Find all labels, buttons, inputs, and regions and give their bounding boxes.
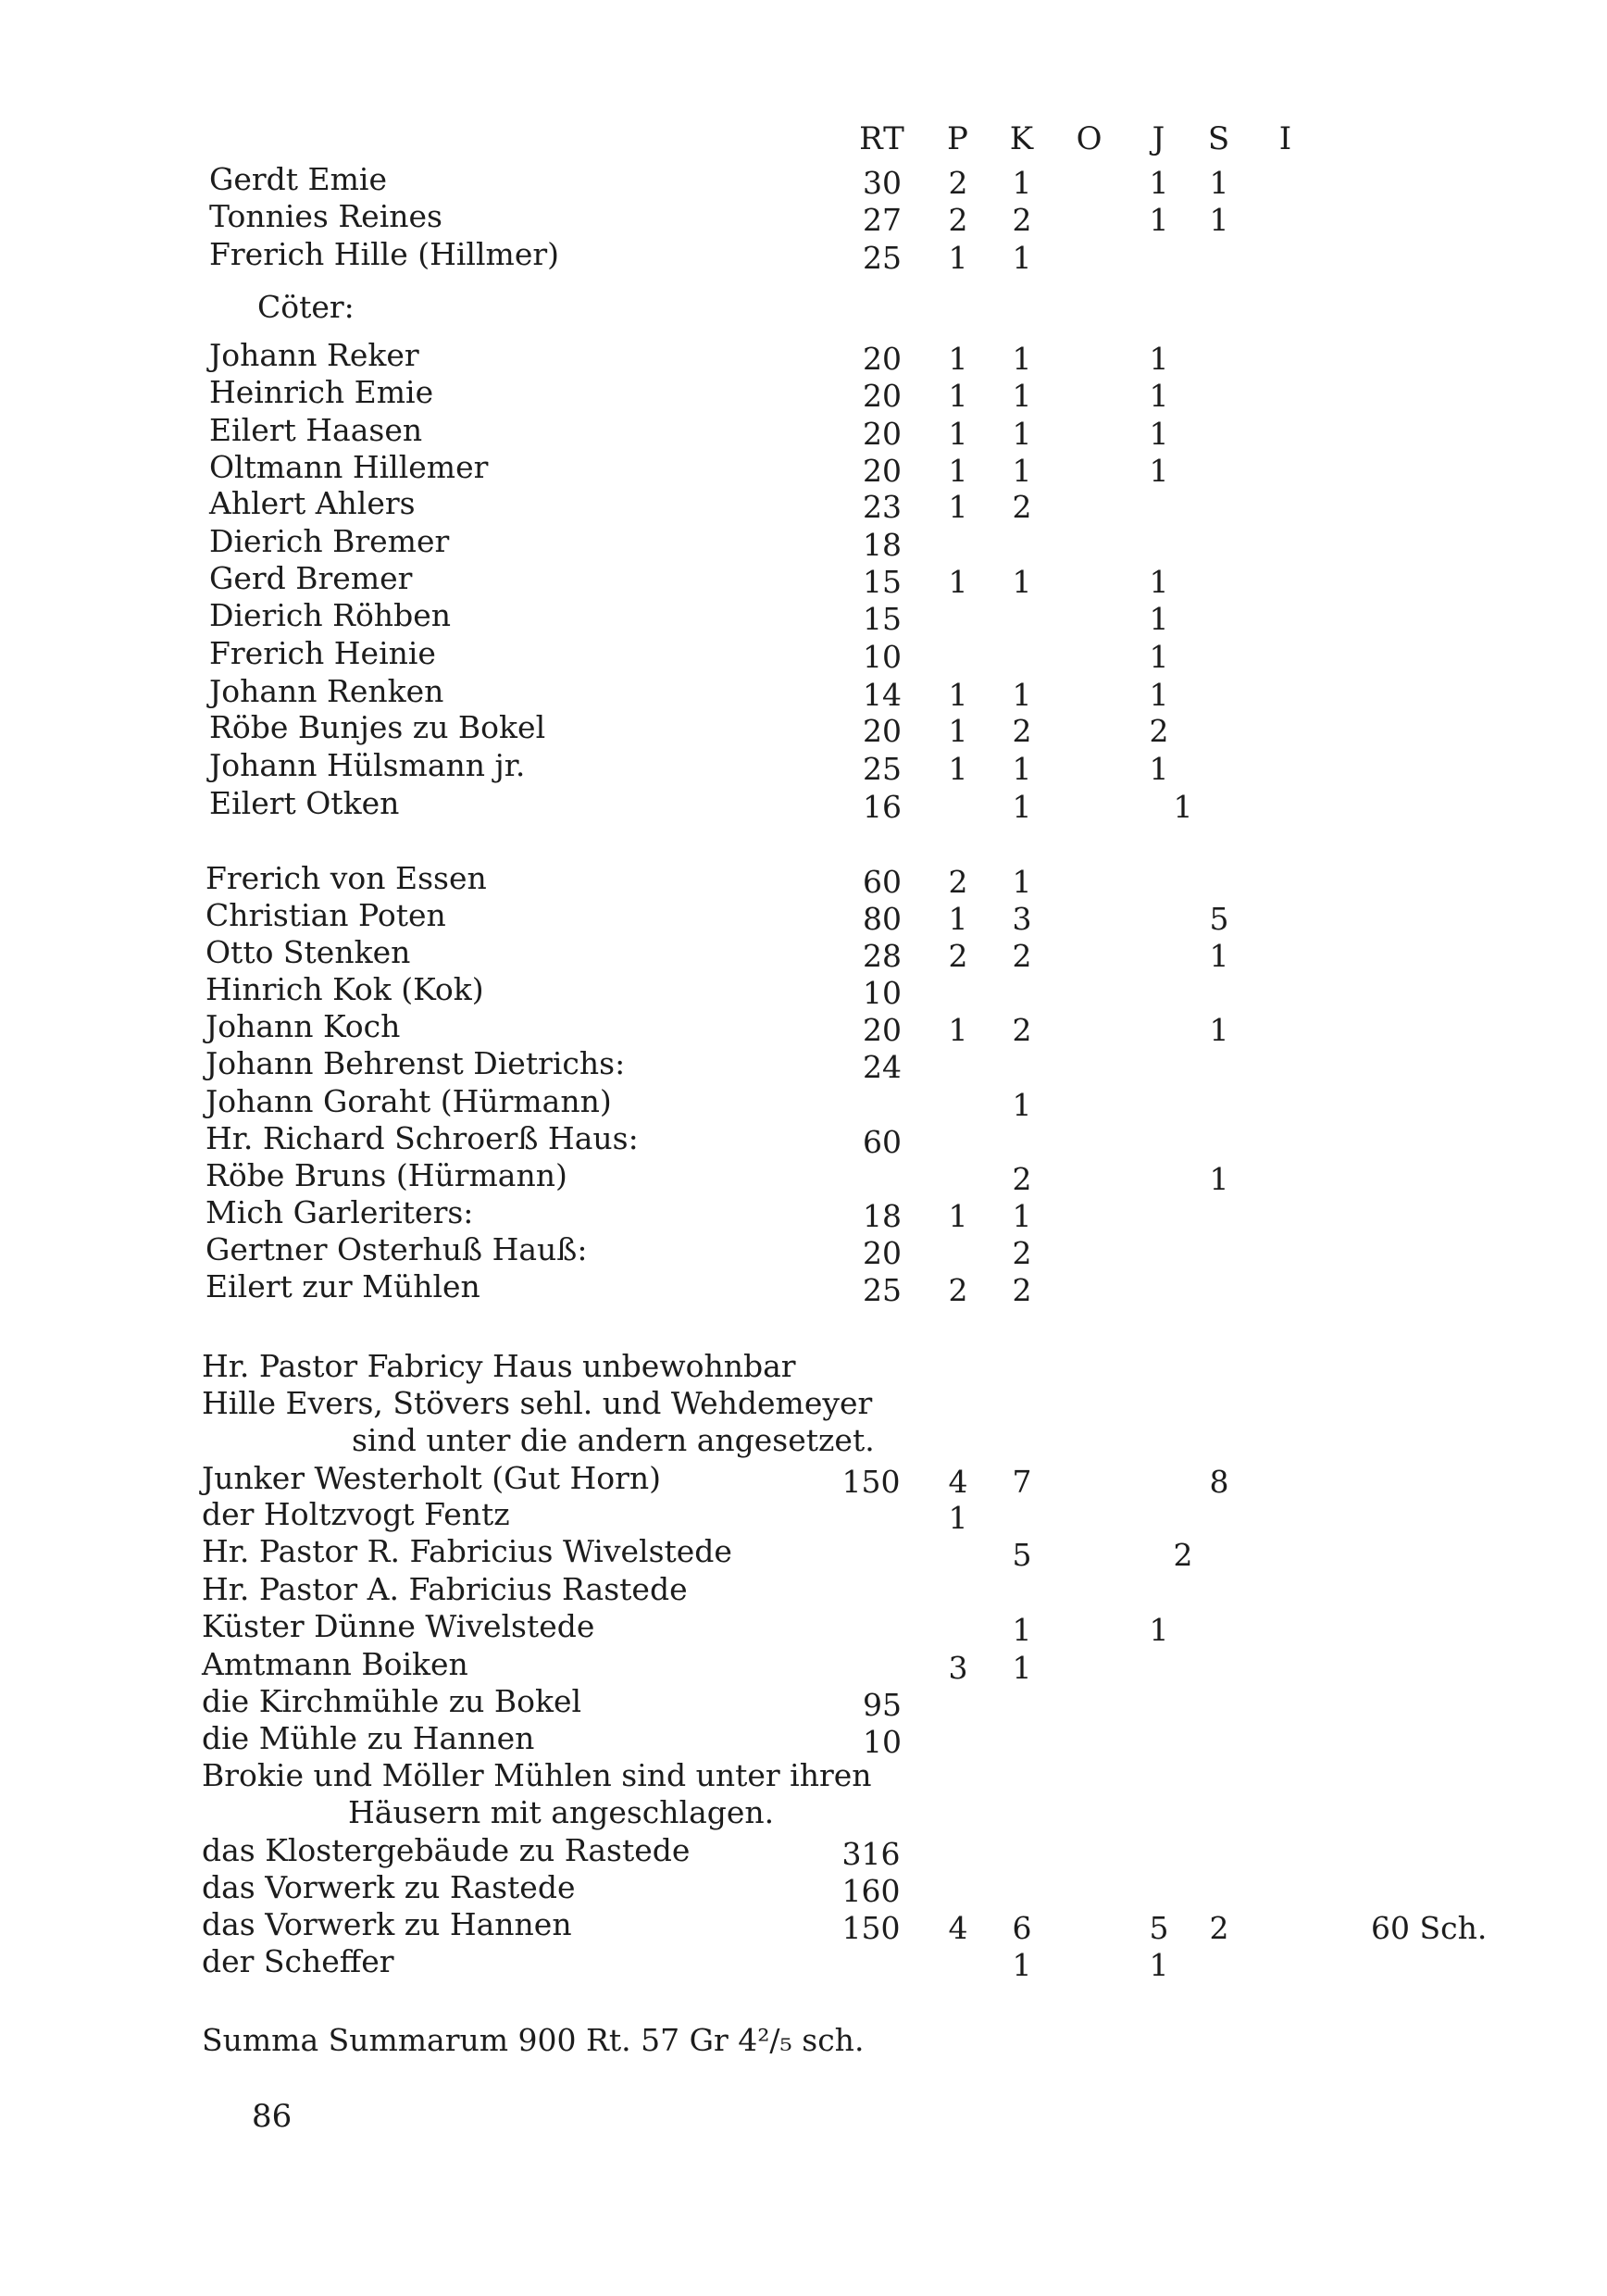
- cell-rt: 25: [863, 751, 902, 787]
- cell-k: 1: [1012, 1198, 1032, 1234]
- row-name: Christian Poten: [206, 897, 446, 933]
- cell-k: 1: [1012, 378, 1032, 414]
- cell-j: 1: [1149, 1612, 1169, 1648]
- cell-k: 1: [1012, 789, 1032, 825]
- cell-rt: 20: [863, 378, 902, 414]
- cell-rt: 10: [863, 639, 902, 675]
- cell-p: 1: [948, 677, 968, 713]
- cell-rt: 18: [863, 527, 902, 563]
- cell-rt: 60: [863, 864, 902, 900]
- row-name: Frerich Hille (Hillmer): [209, 236, 560, 272]
- header-i: I: [1278, 120, 1293, 157]
- row-name: Häusern mit angeschlagen.: [348, 1794, 775, 1830]
- row-name: Küster Dünne Wivelstede: [202, 1608, 595, 1644]
- cell-p: 4: [948, 1910, 968, 1946]
- cell-rt: 28: [863, 938, 902, 974]
- coter-heading: Cöter:: [257, 289, 355, 325]
- row-name: Johann Goraht (Hürmann): [206, 1083, 612, 1119]
- cell-p: 2: [948, 938, 968, 974]
- row-name: Frerich von Essen: [206, 860, 487, 896]
- cell-k: 2: [1012, 938, 1032, 974]
- cell-p: 2: [948, 1272, 968, 1308]
- cell-rt: 27: [863, 202, 902, 238]
- row-name: Frerich Heinie: [209, 635, 436, 671]
- row-name: Hr. Pastor Fabricy Haus unbewohnbar: [202, 1348, 796, 1384]
- cell-rt: 18: [863, 1198, 902, 1234]
- cell-k: 2: [1012, 1235, 1032, 1271]
- summary-line: Summa Summarum 900 Rt. 57 Gr 4²/₅ sch.: [202, 2022, 865, 2058]
- header-j: J: [1152, 120, 1166, 157]
- row-name: Hr. Pastor A. Fabricius Rastede: [202, 1571, 688, 1607]
- cell-rt: 20: [863, 1235, 902, 1271]
- row-name: Gertner Osterhuß Hauß:: [206, 1231, 588, 1267]
- row-name: das Vorwerk zu Hannen: [202, 1906, 572, 1942]
- row-name: Dierich Bremer: [209, 523, 450, 559]
- cell-s: 1: [1209, 1012, 1229, 1048]
- cell-rt: 30: [863, 165, 902, 201]
- cell-s: 8: [1209, 1464, 1229, 1500]
- cell-j: 1: [1149, 378, 1169, 414]
- row-name: Otto Stenken: [206, 934, 411, 970]
- cell-k: 1: [1012, 1947, 1032, 1983]
- cell-rt: 20: [863, 416, 902, 452]
- page-number: 86: [252, 2098, 293, 2135]
- row-name: die Mühle zu Hannen: [202, 1720, 535, 1756]
- cell-p: 3: [948, 1650, 968, 1686]
- row-name: Hille Evers, Stövers sehl. und Wehdemeyer: [202, 1385, 873, 1421]
- row-name: Ahlert Ahlers: [209, 485, 416, 521]
- cell-rt: 20: [863, 341, 902, 377]
- cell-p: 1: [948, 564, 968, 600]
- row-name: Johann Renken: [209, 673, 444, 709]
- cell-rt: 14: [863, 677, 902, 713]
- row-name: das Vorwerk zu Rastede: [202, 1869, 576, 1905]
- row-name: der Scheffer: [202, 1943, 394, 1979]
- cell-k: 5: [1012, 1537, 1032, 1573]
- cell-p: 1: [948, 378, 968, 414]
- row-name: die Kirchmühle zu Bokel: [202, 1683, 582, 1719]
- cell-p: 1: [948, 713, 968, 749]
- cell-k: 2: [1012, 713, 1032, 749]
- cell-k: 1: [1012, 1650, 1032, 1686]
- cell-k: 2: [1012, 1161, 1032, 1197]
- header-o: O: [1076, 120, 1103, 157]
- cell-rt: 20: [863, 1012, 902, 1048]
- cell-p: 1: [948, 489, 968, 525]
- row-name: Eilert Otken: [209, 785, 400, 821]
- row-name: Gerdt Emie: [209, 161, 388, 197]
- cell-s: 1: [1209, 1161, 1229, 1197]
- cell-s: 1: [1209, 165, 1229, 201]
- cell-s: 1: [1209, 202, 1229, 238]
- cell-k: 3: [1012, 901, 1032, 937]
- cell-rt: 95: [863, 1687, 902, 1723]
- cell-p: 2: [948, 864, 968, 900]
- header-s: S: [1207, 120, 1231, 157]
- cell-s: 5: [1209, 901, 1229, 937]
- row-name: sind unter die andern angesetzet.: [352, 1422, 875, 1458]
- row-name: Röbe Bruns (Hürmann): [206, 1157, 567, 1193]
- row-name: Johann Reker: [209, 337, 419, 373]
- cell-j: 1: [1149, 564, 1169, 600]
- cell-j: 1: [1149, 416, 1169, 452]
- row-name: Eilert Haasen: [209, 412, 423, 448]
- row-name: Amtmann Boiken: [202, 1646, 468, 1682]
- cell-rt: 23: [863, 489, 902, 525]
- cell-rt: 60: [863, 1124, 902, 1160]
- cell-rt: 16: [863, 789, 902, 825]
- cell-j: 1: [1149, 165, 1169, 201]
- cell-p: 1: [948, 416, 968, 452]
- cell-rt: 150: [841, 1464, 901, 1500]
- cell-k: 1: [1012, 1087, 1032, 1123]
- cell-p: 1: [948, 453, 968, 489]
- cell-p: 1: [948, 240, 968, 276]
- row-name: Hinrich Kok (Kok): [206, 971, 484, 1007]
- cell-k: 1: [1012, 165, 1032, 201]
- cell-k: 1: [1012, 564, 1032, 600]
- cell-j: 1: [1149, 202, 1169, 238]
- cell-s: 1: [1209, 938, 1229, 974]
- cell-p: 4: [948, 1464, 968, 1500]
- cell-j: 1: [1173, 789, 1193, 825]
- row-name: Dierich Röhben: [209, 597, 451, 633]
- cell-k: 2: [1012, 1272, 1032, 1308]
- cell-j: 1: [1149, 1947, 1169, 1983]
- cell-j: 1: [1149, 453, 1169, 489]
- row-name: Tonnies Reines: [209, 198, 442, 234]
- row-name: Junker Westerholt (Gut Horn): [202, 1460, 661, 1496]
- cell-rt: 25: [863, 1272, 902, 1308]
- cell-j: 2: [1149, 713, 1169, 749]
- cell-j: 1: [1149, 601, 1169, 637]
- cell-rt: 15: [863, 601, 902, 637]
- row-name: der Holtzvogt Fentz: [202, 1496, 510, 1532]
- cell-k: 1: [1012, 416, 1032, 452]
- cell-p: 1: [948, 1500, 968, 1536]
- cell-k: 1: [1012, 864, 1032, 900]
- cell-j: 5: [1149, 1910, 1169, 1946]
- row-name: Johann Hülsmann jr.: [209, 747, 526, 783]
- row-name: Oltmann Hillemer: [209, 449, 489, 485]
- cell-p: 2: [948, 165, 968, 201]
- cell-rt: 20: [863, 453, 902, 489]
- cell-rt: 150: [841, 1910, 901, 1946]
- cell-p: 1: [948, 341, 968, 377]
- cell-rt: 160: [841, 1873, 901, 1909]
- header-rt: RT: [859, 120, 905, 157]
- cell-k: 1: [1012, 240, 1032, 276]
- cell-k: 2: [1012, 1012, 1032, 1048]
- row-name: Mich Garleriters:: [206, 1194, 474, 1230]
- cell-rt: 316: [841, 1836, 901, 1872]
- cell-p: 1: [948, 1198, 968, 1234]
- row-name: Johann Koch: [206, 1008, 401, 1044]
- cell-k: 2: [1012, 489, 1032, 525]
- header-p: P: [947, 120, 969, 157]
- cell-j: 1: [1149, 341, 1169, 377]
- cell-k: 6: [1012, 1910, 1032, 1946]
- cell-k: 2: [1012, 202, 1032, 238]
- cell-k: 1: [1012, 1612, 1032, 1648]
- row-name: Johann Behrenst Dietrichs:: [206, 1045, 626, 1081]
- row-name: Gerd Bremer: [209, 560, 413, 596]
- row-name: Heinrich Emie: [209, 374, 434, 410]
- cell-k: 1: [1012, 751, 1032, 787]
- cell-k: 1: [1012, 453, 1032, 489]
- cell-p: 1: [948, 901, 968, 937]
- cell-rt: 10: [863, 975, 902, 1011]
- cell-j: 1: [1149, 639, 1169, 675]
- cell-extra: 60 Sch.: [1371, 1910, 1488, 1946]
- row-name: Hr. Pastor R. Fabricius Wivelstede: [202, 1533, 732, 1569]
- cell-rt: 20: [863, 713, 902, 749]
- cell-p: 2: [948, 202, 968, 238]
- cell-j: 2: [1173, 1537, 1193, 1573]
- row-name: Brokie und Möller Mühlen sind unter ihren: [202, 1757, 872, 1793]
- cell-rt: 24: [863, 1049, 902, 1085]
- cell-k: 1: [1012, 341, 1032, 377]
- cell-rt: 10: [863, 1724, 902, 1760]
- header-k: K: [1009, 120, 1035, 157]
- cell-s: 2: [1209, 1910, 1229, 1946]
- row-name: Röbe Bunjes zu Bokel: [209, 709, 546, 745]
- row-name: das Klostergebäude zu Rastede: [202, 1832, 691, 1868]
- cell-k: 1: [1012, 677, 1032, 713]
- cell-p: 1: [948, 1012, 968, 1048]
- cell-rt: 15: [863, 564, 902, 600]
- cell-p: 1: [948, 751, 968, 787]
- cell-k: 7: [1012, 1464, 1032, 1500]
- row-name: Hr. Richard Schroerß Haus:: [206, 1120, 639, 1156]
- cell-j: 1: [1149, 751, 1169, 787]
- cell-rt: 80: [863, 901, 902, 937]
- cell-j: 1: [1149, 677, 1169, 713]
- row-name: Eilert zur Mühlen: [206, 1268, 480, 1304]
- cell-rt: 25: [863, 240, 902, 276]
